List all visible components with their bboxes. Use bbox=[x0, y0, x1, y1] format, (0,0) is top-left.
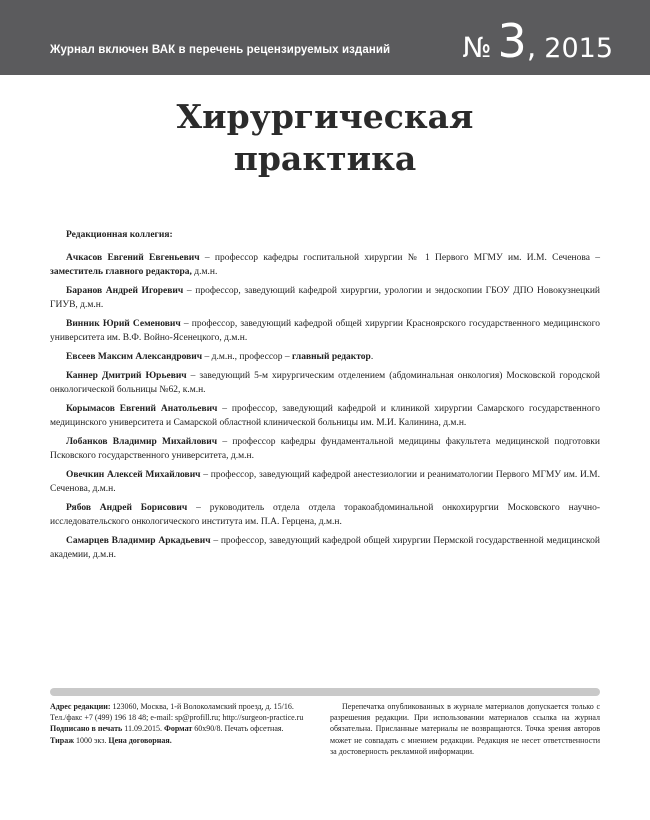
member-name: Каннер Дмитрий Юрьевич bbox=[66, 371, 187, 382]
member-tail: д.м.н. bbox=[191, 266, 218, 277]
footer-divider bbox=[50, 688, 600, 696]
member-name: Самарцев Владимир Аркадьевич bbox=[66, 536, 211, 547]
member-desc: – профессор, заведующий кафедрой анестезиологии и реаниматологии Первого МГМУ им. И.М. Сеченова, д.м.н. bbox=[50, 470, 601, 494]
journal-title-line2: практика bbox=[233, 139, 417, 178]
member-desc: – профессор кафедры госпитальной хирургии № 1 Первого МГМУ им. И.М. Сеченова – bbox=[199, 253, 601, 263]
member-name: Лобанков Владимир Михайлович bbox=[66, 437, 218, 448]
member-tail: . bbox=[370, 351, 374, 362]
board-member bbox=[50, 351, 600, 365]
member-role: главный редактор bbox=[292, 351, 371, 362]
issue-year: 2015 bbox=[544, 33, 613, 64]
board-members bbox=[50, 252, 600, 568]
issue-comma: , bbox=[526, 30, 537, 65]
imprint bbox=[50, 701, 310, 746]
board-heading: Редакционная коллегия: bbox=[66, 230, 173, 240]
board-member bbox=[50, 252, 600, 280]
member-desc: – д.м.н., профессор – bbox=[202, 351, 293, 362]
member-desc: – профессор, заведующий кафедрой и клиникой хирургии Самарского государственного медицинского университета и Самарской областной клинической больницы им. М.И. Калинина, д.м.н. bbox=[50, 404, 601, 428]
member-desc: – заведующий 5-м хирургическим отделением (абдоминальная онкология) Московской городской онкологической больницы №62, к.м.н. bbox=[50, 371, 600, 395]
issue-sign: № bbox=[462, 31, 492, 64]
member-name: Рябов Андрей Борисович bbox=[66, 503, 188, 514]
header-bar bbox=[0, 0, 650, 75]
journal-title bbox=[0, 96, 650, 180]
member-desc: – профессор, заведующий кафедрой общей хирургии Красноярского государственного медицинского университета им. В.Ф. Войно-Ясенецкого, д.м.н. bbox=[50, 318, 600, 343]
run-text: 1000 экз. bbox=[74, 735, 109, 745]
board-member bbox=[50, 285, 600, 313]
address-label: Адрес редакции: bbox=[50, 702, 111, 711]
member-desc: – профессор, заведующий кафедрой общей хирургии Пермской государственной медицинской академии, д.м.н. bbox=[50, 536, 600, 560]
format-label: Формат bbox=[163, 724, 193, 734]
member-name: Ачкасов Евгений Евгеньевич bbox=[66, 253, 200, 263]
member-desc: – профессор, заведующий кафедрой хирургии, урологии и эндоскопии ГБОУ ДПО Новокузнецкий ГИУВ, д.м.н. bbox=[50, 285, 600, 310]
board-member bbox=[50, 436, 600, 464]
journal-note: Журнал включен ВАК в перечень рецензируемых изданий bbox=[50, 44, 391, 56]
member-desc: – руководитель отдела отдела торакоабдоминальной онкохирургии Московского научно-исследовательского онкологического института им. П.А. Герцена, д.м.н. bbox=[50, 503, 600, 527]
member-name: Овечкин Алексей Михайлович bbox=[66, 470, 201, 481]
board-member bbox=[50, 318, 600, 346]
member-desc: – профессор кафедры фундаментальной медицины факультета медицинской подготовки Псковского государственного университета, д.м.н. bbox=[50, 437, 601, 461]
member-name: Евсеев Максим Александрович bbox=[66, 351, 203, 362]
format-text: 60x90/8. Печать офсетная. bbox=[192, 724, 284, 734]
signed-text: 11.09.2015. bbox=[122, 724, 164, 734]
member-name: Баранов Андрей Игоревич bbox=[66, 285, 184, 296]
run-label: Тираж bbox=[50, 735, 74, 745]
board-member bbox=[50, 502, 600, 530]
journal-title-line1: Хирургическая bbox=[176, 97, 474, 136]
reprint-notice: Перепечатка опубликованных в журнале материалов допускается только с разрешения редакции. При использовании материалов ссылка на журнал обязательна. Присланные материалы не возвращаются. Точка зрения авторов может не совпадать с мнением редакции. Редакция не несет ответственности за достоверность рекламной информации. bbox=[330, 702, 600, 756]
member-name: Винник Юрий Семенович bbox=[66, 318, 181, 329]
price-label: Цена договорная. bbox=[108, 735, 172, 745]
board-member bbox=[50, 370, 600, 398]
address-text: 123060, Москва, 1-й Волоколамский проезд, д. 15/16. Тел./факс +7 (499) 196 18 48; e-mail: sp@profill.ru; http://surgeon-practice.ru bbox=[50, 702, 304, 723]
signed-label: Подписано в печать bbox=[50, 724, 123, 734]
board-member bbox=[50, 403, 600, 431]
issue-digit: 3 bbox=[497, 14, 527, 68]
issue-number bbox=[462, 14, 613, 68]
member-name: Корымасов Евгений Анатольевич bbox=[66, 404, 218, 415]
member-role: заместитель главного редактора, bbox=[50, 266, 192, 277]
board-member bbox=[50, 469, 600, 497]
board-member bbox=[50, 535, 600, 563]
